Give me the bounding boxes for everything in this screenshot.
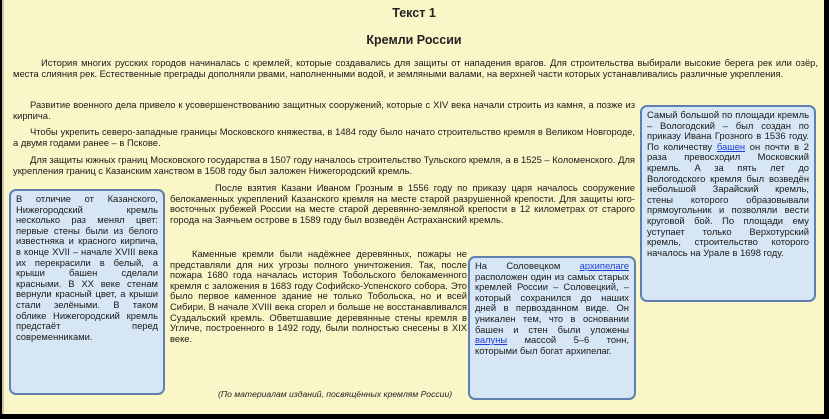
fact-box-solovetsky-text-1: На Соловецком	[475, 260, 580, 271]
link-bashen[interactable]: башен	[716, 140, 746, 152]
link-arkhipelag[interactable]: архипелаге	[579, 260, 629, 271]
paragraph-2: Развитие военного дела привело к усовершенствованию защитных сооружений, которые с XIV века начали строить из камня, а позже из кирпича.	[13, 99, 635, 121]
paragraph-4: Для защиты южных границ Московского государства в 1507 году началось строительство Тульского кремля, а в 1525 – Коломенского. Для укрепления границ с Казанским ханством в 1508 году был заложен Нижегородский кремль.	[13, 154, 635, 176]
document-page	[2, 0, 824, 414]
fact-box-vologda-text-1: Самый большой по площади кремль – Вологодский – был создан по приказу Ивана Грозного в 1536 году. По количеству	[647, 109, 809, 152]
paragraph-1: История многих русских городов начиналась с кремлей, которые создавались для защиты от нападения врагов. Для строительства выбирали высокие берега рек или озёр, места слияния рек. Естественные преграды дополняли рвами, наполненными водой, и земляными валами, на верхней части которых устанавливались различные укрепления.	[13, 57, 818, 79]
source-note: (По материалам изданий, посвящённых кремлям России)	[218, 389, 453, 399]
paragraph-3: Чтобы укрепить северо-западные границы Московского княжества, в 1484 году было начато строительство кремля в Великом Новгороде, а двумя годами ранее – в Пскове.	[13, 126, 635, 148]
text-heading: Текст 1	[392, 6, 436, 20]
fact-box-nizhny-novgorod: В отличие от Казанского, Нижегородский кремль несколько раз менял цвет: первые стены были из белого известняка и красного кирпича, в конце XVII – начале XVIII века их перекрасили в белый, а крыши башен сделали красными. В XX веке стенам вернули красный цвет, а крыши стали зелёными. В таком облике Нижегородский кремль предстаёт перед современниками.	[9, 189, 165, 395]
document-title: Кремли России	[366, 33, 462, 47]
link-valuny[interactable]: валуны	[475, 334, 508, 346]
fact-box-solovetsky-text-3: массой 5–6 тонн, которыми был богат архипелаг.	[475, 334, 629, 356]
paragraph-6: Каменные кремли были надёжнее деревянных, пожары не представляли для них угрозы полного уничтожения. Так, после пожара 1680 года началась история Тобольского белокаменного кремля с заложения в 1683 году Софийско-Успенского собора. Это было первое каменное здание не только Тобольска, но и всей Сибири. В начале XVIII века сгорел и больше не восстанавливался Суздальский кремль. Обветшавшие деревянные стены кремля в Угличе, построенного в 1492 году, были полностью снесены в XIX веке.	[170, 248, 467, 344]
fact-box-solovetsky-text-2: расположен один из самых старых кремлей России – Соловецкий, – который сохранился до наших дней в первозданном виде. Он уникален тем, что в основании башен и стен были уложены	[475, 270, 629, 335]
fact-box-solovetsky	[468, 256, 636, 400]
paragraph-5: После взятия Казани Иваном Грозным в 1556 году по приказу царя началось сооружение белокаменных укреплений Казанского кремля на месте старой разрушенной крепости. Для защиты юго-восточных рубежей России на месте старой деревянно-земляной крепости в 12 километрах от старого города на Заячьем острове в 1589 году был возведён Астраханский кремль.	[170, 182, 635, 225]
fact-box-vologda-text-2: он почти в 2 раза превосходил Московский кремль. А за пять лет до Вологодского кремля был возведён небольшой Зарайский кремль, стены которого образовывали прямоугольник и позволяли вести круговой бой. По площади ему уступает только Верхотурский кремль, строительство которого началось на Урале в 1698 году.	[647, 140, 809, 258]
fact-box-vologda	[640, 105, 816, 302]
